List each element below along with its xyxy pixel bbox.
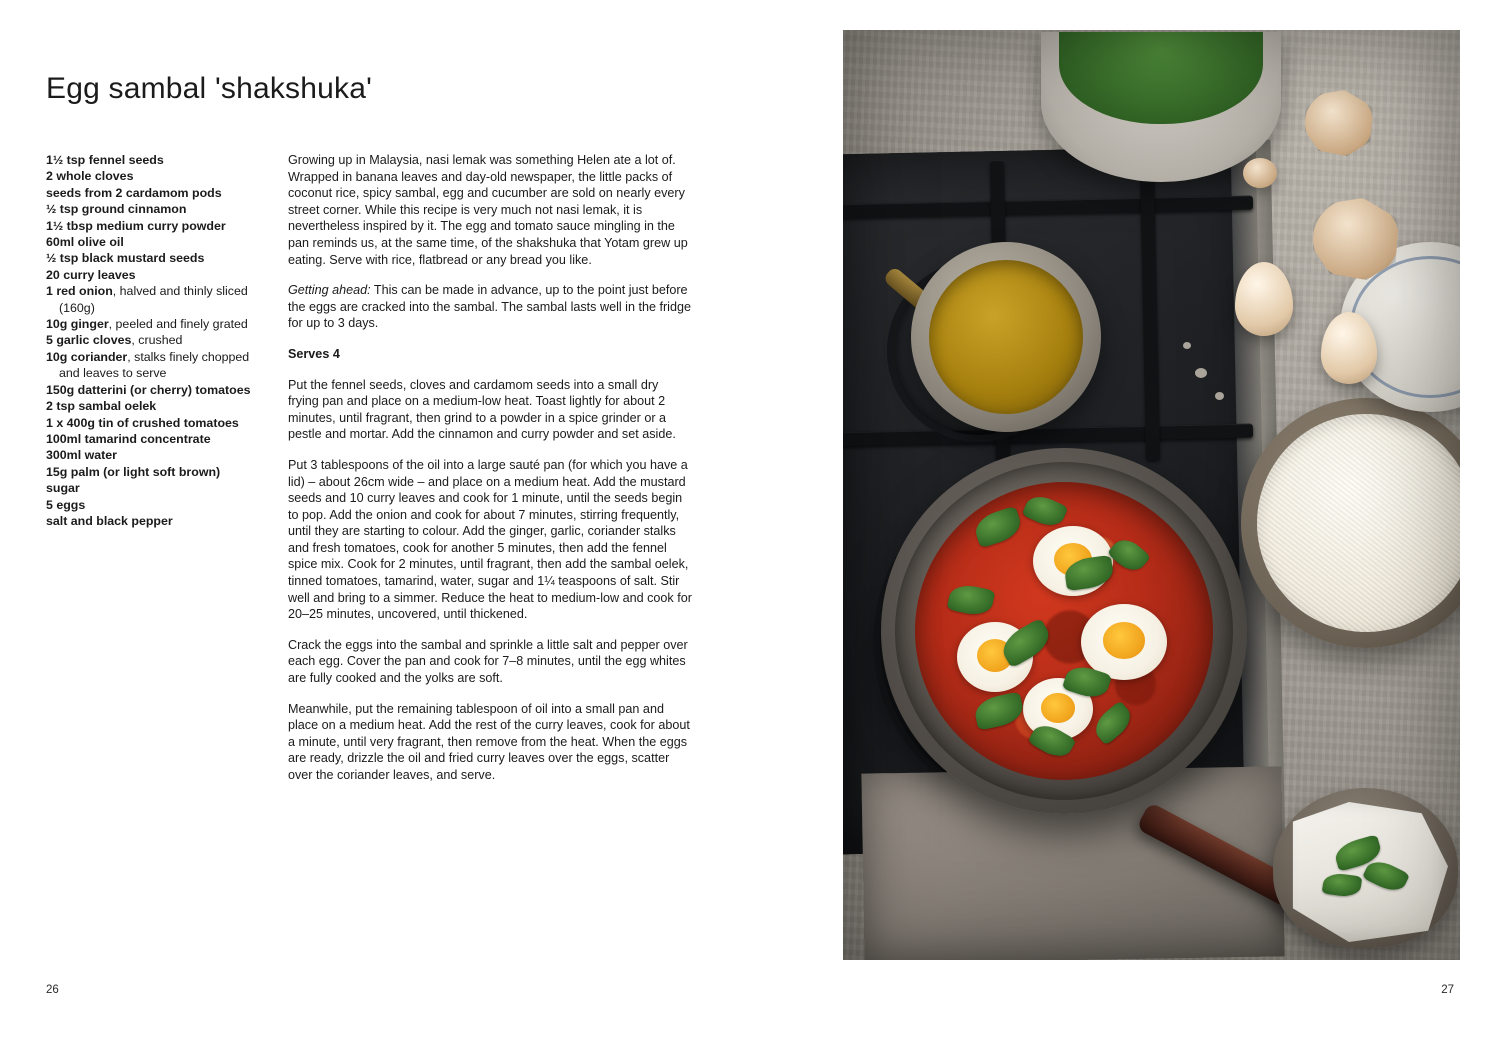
egg-yolk xyxy=(1041,693,1075,723)
right-page xyxy=(840,0,1500,1038)
ingredient-quantity: 1½ tbsp medium curry powder xyxy=(46,218,226,233)
ingredient-item xyxy=(46,447,256,463)
curry-leaf-dish xyxy=(1273,788,1458,948)
headnote: Growing up in Malaysia, nasi lemak was something Helen ate a lot of. Wrapped in banana leaves and day-old newspaper, the little packs of coconut rice, spicy sambal, egg and cucumber are sold on nearly every street corner. While this recipe is very much not nasi lemak, it is nevertheless inspired by it. The egg and tomato sauce mingling in the pan reminds us, at the same time, of the shakshuka that Yotam grew up eating. Serve with rice, flatbread or any bread you like. xyxy=(288,153,688,267)
ingredient-item xyxy=(46,218,256,234)
egg-yolk xyxy=(1103,622,1144,658)
ingredient-detail: , stalks finely chopped and leaves to serve xyxy=(59,349,250,381)
ingredient-item xyxy=(46,513,256,529)
getting-ahead-note xyxy=(288,282,692,332)
ingredient-quantity: salt and black pepper xyxy=(46,513,173,528)
recipe-photo xyxy=(843,30,1460,960)
ingredient-item xyxy=(46,398,256,414)
ingredient-item xyxy=(46,267,256,283)
serves-label: Serves 4 xyxy=(288,346,340,361)
ingredient-item xyxy=(46,415,256,431)
ingredient-item xyxy=(46,332,256,348)
text-columns xyxy=(46,152,696,798)
ingredient-quantity: 100ml tamarind concentrate xyxy=(46,431,211,446)
method-step: Put 3 tablespoons of the oil into a large sauté pan (for which you have a lid) – about 26cm wide – and place on a medium heat. Add the mustard seeds and 10 curry leaves and cook for 1 minute, until the seeds begin to pop. Add the onion and cook for about 7 minutes, stirring frequently, until they are starting to colour. Add the ginger, garlic, coriander stalks and fresh tomatoes, cook for another 5 minutes, then add the fennel spice mix. Cook for 2 minutes, until fragrant, then add the sambal oelek, tinned tomatoes, tamarind, water, sugar and 1¼ teaspoons of salt. Stir well and bring to a simmer. Reduce the heat to medium-low and cook for 20–25 minutes, uncovered, until thickened. xyxy=(288,457,692,622)
page-title: Egg sambal 'shakshuka' xyxy=(46,72,373,106)
ingredient-quantity: 150g datterini (or cherry) tomatoes xyxy=(46,382,251,397)
ingredient-item xyxy=(46,431,256,447)
getting-ahead-text: This can be made in advance, up to the point just before the eggs are cracked into the sambal. The sambal lasts well in the fridge for up to 3 days. xyxy=(288,283,691,331)
photo-scene xyxy=(843,30,1460,960)
olive-oil xyxy=(929,260,1083,414)
ingredient-item xyxy=(46,316,256,332)
ingredient-item xyxy=(46,234,256,250)
ingredient-quantity: 1½ tsp fennel seeds xyxy=(46,153,164,167)
ingredient-item xyxy=(46,382,256,398)
ingredient-item xyxy=(46,464,256,497)
ingredient-detail: , halved and thinly sliced (160g) xyxy=(59,284,248,315)
ingredient-quantity: 1 red onion xyxy=(46,284,113,299)
ingredient-quantity: 300ml water xyxy=(46,448,117,463)
shell-crumb xyxy=(1215,392,1224,400)
ingredient-quantity: 2 tsp sambal oelek xyxy=(46,399,157,414)
ingredient-item xyxy=(46,250,256,266)
ingredient-item xyxy=(46,152,256,168)
ingredients-list xyxy=(46,152,256,798)
ingredient-quantity: 5 eggs xyxy=(46,497,86,512)
page-number-right: 27 xyxy=(1441,984,1454,996)
ingredient-item xyxy=(46,185,256,201)
ingredient-quantity: 10g ginger xyxy=(46,317,109,332)
ingredient-item xyxy=(46,349,256,382)
ingredient-quantity: 15g palm (or light soft brown) sugar xyxy=(46,464,221,496)
steamed-rice xyxy=(1257,414,1460,632)
method-step: Meanwhile, put the remaining tablespoon of oil into a small pan and place on a medium heat. Add the rest of the curry leaves, cook for about a minute, until very fragrant, then remove from the heat. When the eggs are ready, drizzle the oil and fried curry leaves over the eggs, scatter over the coriander leaves, and serve. xyxy=(288,701,690,782)
ingredient-item xyxy=(46,283,256,316)
page-number-left: 26 xyxy=(46,984,59,996)
ingredient-detail: , peeled and finely grated xyxy=(108,317,248,332)
ingredient-quantity: 2 whole cloves xyxy=(46,169,134,184)
ingredient-quantity: 5 garlic cloves xyxy=(46,333,132,348)
method-column xyxy=(288,152,692,798)
method-step: Crack the eggs into the sambal and sprinkle a little salt and pepper over each egg. Cover the pan and cook for 7–8 minutes, until the egg whites are fully cooked and the yolks are soft. xyxy=(288,637,688,686)
ingredient-quantity: ½ tsp black mustard seeds xyxy=(46,251,205,266)
ingredient-item xyxy=(46,168,256,184)
ingredient-quantity: ½ tsp ground cinnamon xyxy=(46,202,187,217)
coriander-leaves xyxy=(1059,32,1263,124)
shell-crumb xyxy=(1183,342,1191,349)
ingredient-item xyxy=(46,201,256,217)
ingredient-quantity: 60ml olive oil xyxy=(46,235,124,250)
ingredient-item xyxy=(46,497,256,513)
egg-shell xyxy=(1243,158,1277,188)
ingredient-quantity: 1 x 400g tin of crushed tomatoes xyxy=(46,415,239,430)
getting-ahead-label: Getting ahead: xyxy=(288,283,371,298)
shell-crumb xyxy=(1195,368,1207,378)
saute-pan xyxy=(881,448,1247,814)
method-step: Put the fennel seeds, cloves and cardamom seeds into a small dry frying pan and place on a medium-low heat. Toast lightly for about 2 minutes, until fragrant, then grind to a powder in a spice grinder or a pestle and mortar. Add the cinnamon and curry powder and set aside. xyxy=(288,377,676,442)
ingredient-quantity: 20 curry leaves xyxy=(46,267,136,282)
ingredient-quantity: 10g coriander xyxy=(46,349,128,364)
ingredient-detail: , crushed xyxy=(131,333,183,348)
ingredient-quantity: seeds from 2 cardamom pods xyxy=(46,185,222,200)
shakshuka-sauce xyxy=(915,482,1213,780)
saucepan xyxy=(911,242,1101,432)
